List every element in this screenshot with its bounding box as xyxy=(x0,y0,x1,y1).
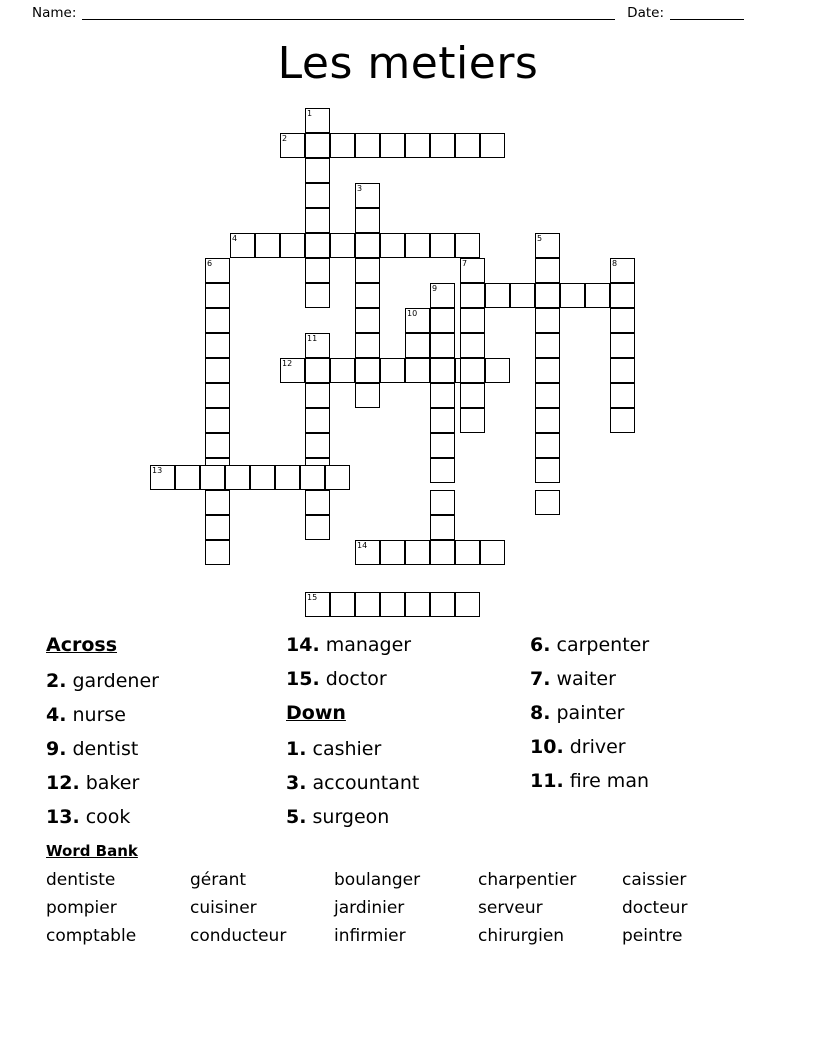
crossword-cell[interactable] xyxy=(355,133,380,158)
crossword-cell[interactable] xyxy=(205,383,230,408)
clue-number: 10. xyxy=(530,736,564,758)
crossword-cell[interactable] xyxy=(325,465,350,490)
clue-item[interactable] xyxy=(46,664,282,698)
cell-number: 7 xyxy=(462,259,468,268)
word-bank-word[interactable]: dentiste xyxy=(46,870,116,890)
crossword-cell[interactable] xyxy=(305,233,330,258)
crossword-cell[interactable] xyxy=(330,358,355,383)
crossword-cell[interactable] xyxy=(225,465,250,490)
crossword-cell[interactable] xyxy=(205,515,230,540)
crossword-cell[interactable] xyxy=(300,465,325,490)
clue-item[interactable] xyxy=(530,662,770,696)
clue-item[interactable] xyxy=(286,732,526,766)
crossword-cell[interactable] xyxy=(610,408,635,433)
cell-number: 15 xyxy=(307,593,318,602)
crossword-cell[interactable] xyxy=(205,408,230,433)
crossword-cell[interactable] xyxy=(430,383,455,408)
word-bank-word[interactable]: conducteur xyxy=(190,926,287,946)
cell-number: 2 xyxy=(282,134,288,143)
clue-number: 14. xyxy=(286,634,320,656)
clue-column-1 xyxy=(46,628,282,834)
word-bank-word[interactable]: docteur xyxy=(622,898,688,918)
crossword-cell[interactable] xyxy=(535,433,560,458)
clue-text: baker xyxy=(85,772,140,794)
crossword-cell[interactable] xyxy=(305,283,330,308)
crossword-cell[interactable] xyxy=(610,383,635,408)
word-bank-word[interactable]: peintre xyxy=(622,926,683,946)
cell-number: 6 xyxy=(207,259,213,268)
crossword-cell[interactable] xyxy=(205,490,230,515)
crossword-cell[interactable] xyxy=(255,233,280,258)
crossword-cell[interactable] xyxy=(380,233,405,258)
word-bank-word[interactable]: comptable xyxy=(46,926,137,946)
clue-item[interactable] xyxy=(530,628,770,662)
crossword-cell[interactable] xyxy=(455,233,480,258)
clue-number: 15. xyxy=(286,668,320,690)
crossword-cell[interactable] xyxy=(430,233,455,258)
clue-item[interactable] xyxy=(286,662,526,696)
cell-number: 10 xyxy=(407,309,418,318)
crossword-cell[interactable] xyxy=(535,358,560,383)
crossword-cell-numbered[interactable] xyxy=(535,233,560,258)
crossword-cell-numbered[interactable] xyxy=(355,183,380,208)
crossword-cell[interactable] xyxy=(305,258,330,283)
cell-number: 4 xyxy=(232,234,238,243)
clue-text: doctor xyxy=(325,668,387,690)
cell-number: 1 xyxy=(307,109,313,118)
word-bank-word[interactable]: pompier xyxy=(46,898,117,918)
crossword-cell[interactable] xyxy=(405,333,430,358)
clue-item[interactable] xyxy=(286,628,526,662)
crossword-cell[interactable] xyxy=(305,158,330,183)
crossword-cell[interactable] xyxy=(250,465,275,490)
crossword-cell-numbered[interactable] xyxy=(610,258,635,283)
cell-number: 5 xyxy=(537,234,543,243)
word-bank-word[interactable]: charpentier xyxy=(478,870,577,890)
crossword-cell[interactable] xyxy=(330,233,355,258)
crossword-cell[interactable] xyxy=(355,592,380,617)
cell-number: 14 xyxy=(357,541,368,550)
clue-number: 6. xyxy=(530,634,551,656)
crossword-cell[interactable] xyxy=(200,465,225,490)
crossword-cell[interactable] xyxy=(585,283,610,308)
clue-number: 3. xyxy=(286,772,307,794)
crossword-cell[interactable] xyxy=(610,308,635,333)
crossword-cell[interactable] xyxy=(510,283,535,308)
crossword-cell[interactable] xyxy=(535,258,560,283)
crossword-cell[interactable] xyxy=(380,358,405,383)
crossword-cell[interactable] xyxy=(305,383,330,408)
crossword-cell[interactable] xyxy=(330,133,355,158)
clue-text: accountant xyxy=(312,772,420,794)
crossword-cell[interactable] xyxy=(460,358,485,383)
word-bank-title: Word Bank xyxy=(46,842,138,860)
clue-number: 12. xyxy=(46,772,80,794)
word-bank-word[interactable]: gérant xyxy=(190,870,247,890)
crossword-cell[interactable] xyxy=(460,283,485,308)
crossword-cell[interactable] xyxy=(405,592,430,617)
crossword-cell[interactable] xyxy=(205,358,230,383)
clue-item[interactable] xyxy=(286,800,526,834)
word-bank-word[interactable]: serveur xyxy=(478,898,543,918)
crossword-cell[interactable] xyxy=(430,333,455,358)
crossword-cell[interactable] xyxy=(430,592,455,617)
crossword-cell[interactable] xyxy=(480,540,505,565)
clue-number: 8. xyxy=(530,702,551,724)
crossword-cell[interactable] xyxy=(535,283,560,308)
crossword-cell[interactable] xyxy=(205,283,230,308)
cell-number: 9 xyxy=(432,284,438,293)
crossword-cell[interactable] xyxy=(355,233,380,258)
crossword-cell[interactable] xyxy=(430,490,455,515)
word-bank-row xyxy=(46,866,770,894)
clue-text: waiter xyxy=(556,668,616,690)
crossword-cell[interactable] xyxy=(535,408,560,433)
clue-text: manager xyxy=(325,634,412,656)
crossword-cell-numbered[interactable] xyxy=(305,333,330,358)
crossword-cell[interactable] xyxy=(205,333,230,358)
crossword-cell[interactable] xyxy=(430,308,455,333)
clue-item[interactable] xyxy=(46,698,282,732)
crossword-cell[interactable] xyxy=(205,540,230,565)
clue-text: cook xyxy=(85,806,131,828)
clue-text: carpenter xyxy=(556,634,650,656)
clue-item[interactable] xyxy=(286,766,526,800)
crossword-cell[interactable] xyxy=(535,458,560,483)
crossword-cell[interactable] xyxy=(535,490,560,515)
clue-number: 1. xyxy=(286,738,307,760)
word-bank-word[interactable]: chirurgien xyxy=(478,926,565,946)
crossword-cell[interactable] xyxy=(275,465,300,490)
crossword-cell[interactable] xyxy=(355,383,380,408)
crossword-cell[interactable] xyxy=(460,383,485,408)
crossword-cell[interactable] xyxy=(355,258,380,283)
crossword-cell-numbered[interactable] xyxy=(150,465,175,490)
crossword-cell-numbered[interactable] xyxy=(280,133,305,158)
crossword-cell[interactable] xyxy=(560,283,585,308)
crossword-cell[interactable] xyxy=(430,515,455,540)
cell-number: 12 xyxy=(282,359,293,368)
crossword-cell[interactable] xyxy=(355,333,380,358)
crossword-cell[interactable] xyxy=(535,308,560,333)
crossword-cell[interactable] xyxy=(305,433,330,458)
word-bank-word[interactable]: caissier xyxy=(622,870,687,890)
crossword-cell[interactable] xyxy=(405,540,430,565)
crossword-cell[interactable] xyxy=(460,408,485,433)
clue-text: driver xyxy=(569,736,626,758)
crossword-cell[interactable] xyxy=(330,592,355,617)
crossword-cell-numbered[interactable] xyxy=(460,258,485,283)
word-bank-word[interactable]: boulanger xyxy=(334,870,421,890)
clue-number: 11. xyxy=(530,770,564,792)
crossword-cell[interactable] xyxy=(305,358,330,383)
crossword-cell[interactable] xyxy=(305,515,330,540)
crossword-cell[interactable] xyxy=(380,592,405,617)
word-bank-row xyxy=(46,922,770,950)
clue-item[interactable] xyxy=(46,800,282,834)
crossword-cell[interactable] xyxy=(355,308,380,333)
clue-number: 2. xyxy=(46,670,67,692)
date-label: Date: xyxy=(627,5,664,21)
crossword-cell[interactable] xyxy=(355,358,380,383)
crossword-cell[interactable] xyxy=(380,540,405,565)
clue-item[interactable] xyxy=(530,764,770,798)
crossword-cell[interactable] xyxy=(485,358,510,383)
across-heading: Across xyxy=(46,634,118,656)
crossword-cell[interactable] xyxy=(610,358,635,383)
word-bank-word[interactable]: cuisiner xyxy=(190,898,257,918)
clue-text: painter xyxy=(556,702,625,724)
crossword-cell[interactable] xyxy=(485,283,510,308)
clue-item[interactable] xyxy=(46,732,282,766)
clue-number: 9. xyxy=(46,738,67,760)
crossword-cell[interactable] xyxy=(430,433,455,458)
crossword-cell[interactable] xyxy=(355,208,380,233)
crossword-cell[interactable] xyxy=(205,308,230,333)
crossword-cell[interactable] xyxy=(305,208,330,233)
clue-item[interactable] xyxy=(530,730,770,764)
crossword-cell-numbered[interactable] xyxy=(205,258,230,283)
word-bank xyxy=(46,840,770,950)
crossword-cell[interactable] xyxy=(430,133,455,158)
clue-number: 4. xyxy=(46,704,67,726)
clue-number: 5. xyxy=(286,806,307,828)
crossword-cell[interactable] xyxy=(305,408,330,433)
clue-text: surgeon xyxy=(312,806,390,828)
crossword-cell[interactable] xyxy=(355,283,380,308)
crossword-cell[interactable] xyxy=(280,233,305,258)
word-bank-word[interactable]: jardinier xyxy=(334,898,405,918)
word-bank-word[interactable]: infirmier xyxy=(334,926,406,946)
crossword-cell-numbered[interactable] xyxy=(305,108,330,133)
crossword-cell[interactable] xyxy=(460,308,485,333)
clue-item[interactable] xyxy=(530,696,770,730)
crossword-cell[interactable] xyxy=(455,540,480,565)
crossword-cell[interactable] xyxy=(430,358,455,383)
crossword-cell[interactable] xyxy=(405,133,430,158)
crossword-cell[interactable] xyxy=(430,408,455,433)
crossword-cell[interactable] xyxy=(455,133,480,158)
crossword-cell[interactable] xyxy=(380,133,405,158)
crossword-cell[interactable] xyxy=(175,465,200,490)
clue-text: dentist xyxy=(72,738,139,760)
clue-text: cashier xyxy=(312,738,382,760)
crossword-cell[interactable] xyxy=(430,540,455,565)
crossword-cell-numbered[interactable] xyxy=(355,540,380,565)
crossword-cell[interactable] xyxy=(405,358,430,383)
page-title: Les metiers xyxy=(277,38,539,89)
clue-number: 7. xyxy=(530,668,551,690)
clue-item[interactable] xyxy=(46,766,282,800)
crossword-cell-numbered[interactable] xyxy=(430,283,455,308)
word-bank-row xyxy=(46,894,770,922)
crossword-cell[interactable] xyxy=(305,133,330,158)
crossword-cell[interactable] xyxy=(305,490,330,515)
crossword-cell[interactable] xyxy=(535,383,560,408)
down-heading: Down xyxy=(286,702,346,724)
crossword-cell[interactable] xyxy=(305,183,330,208)
crossword-cell-numbered[interactable] xyxy=(405,308,430,333)
clue-text: nurse xyxy=(72,704,126,726)
crossword-cell[interactable] xyxy=(405,233,430,258)
clue-text: gardener xyxy=(72,670,159,692)
crossword-cell[interactable] xyxy=(460,333,485,358)
crossword-cell-numbered[interactable] xyxy=(280,358,305,383)
crossword-cell[interactable] xyxy=(205,433,230,458)
crossword-cell-numbered[interactable] xyxy=(230,233,255,258)
cell-number: 8 xyxy=(612,259,618,268)
cell-number: 11 xyxy=(307,334,318,343)
cell-number: 13 xyxy=(152,466,163,475)
crossword-cell[interactable] xyxy=(430,458,455,483)
crossword-cell[interactable] xyxy=(535,333,560,358)
crossword-cell[interactable] xyxy=(455,592,480,617)
crossword-cell-numbered[interactable] xyxy=(305,592,330,617)
clue-column-3 xyxy=(530,628,770,798)
crossword-cell[interactable] xyxy=(610,283,635,308)
name-label: Name: xyxy=(32,5,77,21)
crossword-cell[interactable] xyxy=(610,333,635,358)
cell-number: 3 xyxy=(357,184,363,193)
clue-column-2 xyxy=(286,628,526,834)
clue-number: 13. xyxy=(46,806,80,828)
crossword-cell[interactable] xyxy=(480,133,505,158)
clue-text: fire man xyxy=(569,770,650,792)
